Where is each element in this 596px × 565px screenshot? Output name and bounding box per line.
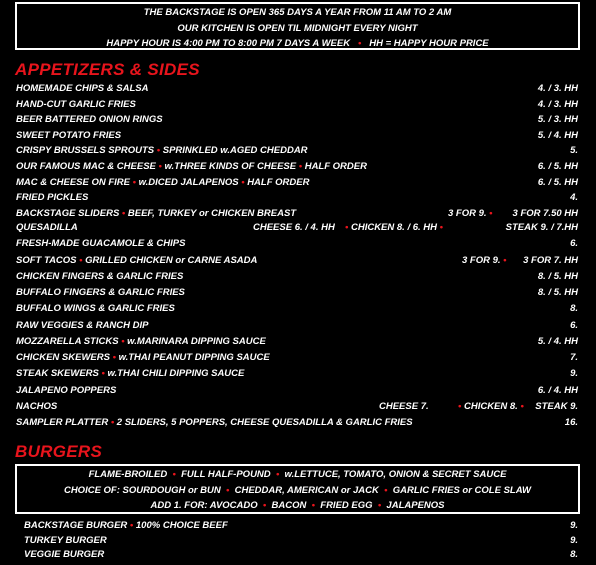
menu-item-row: [16, 98, 578, 112]
item-option: CHICKEN 8.: [463, 401, 518, 412]
item-description: [16, 160, 367, 174]
item-price: 9.: [570, 368, 578, 379]
item-description: [16, 351, 270, 365]
menu-item-row: [16, 221, 578, 235]
bullet-icon: •: [275, 469, 280, 480]
burger-options-box: [15, 464, 580, 514]
kitchen-line: OUR KITCHEN IS OPEN TIL MIDNIGHT EVERY NIGHT: [177, 22, 418, 34]
item-name: HOMEMADE CHIPS & SALSA: [16, 83, 149, 94]
menu-item-row: [16, 160, 578, 174]
item-detail: HALF ORDER: [247, 177, 310, 188]
item-option-group: [448, 207, 493, 221]
item-detail: w.MARINARA DIPPING SAUCE: [127, 336, 266, 347]
bullet-icon: •: [517, 401, 524, 412]
item-name: FRIED PICKLES: [16, 192, 89, 203]
item-price: 3 FOR 7. HH: [523, 255, 578, 266]
menu-item-row: [16, 82, 578, 96]
item-description: [16, 113, 163, 127]
burger-options-line: CHOICE OF: SOURDOUGH or BUN • CHEDDAR, AMERICAN or JACK • GARLIC FRIES or COLE SLAW: [63, 484, 532, 496]
item-description: [16, 221, 78, 235]
bullet-icon: •: [358, 38, 362, 49]
item-price: 6. / 5. HH: [537, 161, 578, 172]
bullet-icon: •: [311, 500, 315, 511]
bullet-icon: •: [108, 417, 117, 428]
item-name: BACKSTAGE BURGER: [24, 520, 128, 531]
bullet-icon: •: [238, 177, 248, 188]
item-option-group: [462, 254, 507, 268]
bullet-icon: •: [377, 500, 382, 511]
burger-options-line: ADD 1. FOR: AVOCADO • BACON • FRIED EGG • JALAPENOS: [150, 500, 445, 511]
item-description: [16, 129, 121, 143]
menu-item-row: [24, 534, 578, 548]
item-name: RAW VEGGIES & RANCH DIP: [16, 320, 149, 331]
bullet-icon: •: [127, 520, 136, 531]
menu-item-row: [16, 335, 578, 349]
item-option: CHICKEN 8. / 6. HH: [350, 222, 438, 233]
menu-item-row: [16, 302, 578, 316]
item-option: CHEESE 7.: [379, 401, 429, 412]
item-description: [24, 548, 104, 562]
happy-hour-line: HAPPY HOUR IS 4:00 PM TO 8:00 PM 7 DAYS A WEEK • HH = HAPPY HOUR PRICE: [106, 38, 489, 49]
menu-item-row: [24, 548, 578, 562]
item-name: MAC & CHEESE ON FIRE: [16, 177, 131, 188]
burgers-heading: BURGERS: [15, 442, 103, 461]
item-price: 5. / 4. HH: [537, 336, 578, 347]
item-description: [16, 191, 88, 205]
item-price: 7.: [570, 352, 578, 363]
bullet-icon: •: [486, 208, 493, 219]
item-name: VEGGIE BURGER: [24, 549, 105, 560]
item-price: 3 FOR 7.50 HH: [512, 208, 578, 219]
menu-item-row: [16, 191, 578, 205]
bullet-icon: •: [109, 352, 119, 363]
item-description: [16, 400, 57, 414]
item-name: NACHOS: [16, 401, 58, 412]
item-price: 5. / 3. HH: [537, 114, 578, 125]
hours-info-box: [15, 2, 580, 50]
item-price: 6.: [570, 320, 578, 331]
item-price: 4.: [570, 192, 578, 203]
item-price: 8.: [570, 303, 578, 314]
bullet-icon: •: [155, 161, 165, 172]
item-description: [16, 367, 244, 381]
item-description: [16, 82, 148, 96]
menu-item-row: [16, 176, 578, 190]
item-option: CHEESE 6. / 4. HH: [253, 222, 335, 233]
item-description: [16, 319, 149, 333]
item-detail: HALF ORDER: [304, 161, 367, 172]
item-name: OUR FAMOUS MAC & CHEESE: [16, 161, 156, 172]
menu-item-row: [16, 400, 578, 414]
menu-item-row: [16, 113, 578, 127]
item-name: BUFFALO FINGERS & GARLIC FRIES: [16, 287, 185, 298]
item-name: SWEET POTATO FRIES: [16, 130, 122, 141]
bullet-icon: •: [154, 145, 163, 156]
item-name: SAMPLER PLATTER: [16, 417, 109, 428]
item-description: [16, 98, 136, 112]
bullet-icon: •: [172, 469, 176, 480]
item-price: 9.: [570, 535, 578, 546]
menu-item-row: [24, 519, 578, 533]
item-name: HAND-CUT GARLIC FRIES: [16, 99, 136, 110]
item-price: 6. / 4. HH: [537, 385, 578, 396]
item-detail: 2 SLIDERS, 5 POPPERS, CHEESE QUESADILLA & GARLIC FRIES: [116, 417, 413, 428]
item-price: 5.: [570, 145, 578, 156]
bullet-icon: •: [384, 484, 388, 496]
menu-item-row: [16, 319, 578, 333]
item-description: [16, 335, 266, 349]
item-detail: BEEF, TURKEY or CHICKEN BREAST: [127, 208, 297, 219]
item-price: 3 FOR 9.: [448, 208, 487, 219]
item-price: 6.: [570, 238, 578, 249]
item-price: 3 FOR 9.: [462, 255, 501, 266]
item-description: [16, 384, 116, 398]
item-description: [24, 519, 228, 533]
item-detail: 100% CHOICE BEEF: [135, 520, 228, 531]
item-detail: w.THREE KINDS OF CHEESE: [164, 161, 297, 172]
item-name: BEER BATTERED ONION RINGS: [16, 114, 163, 125]
menu-item-row: [16, 129, 578, 143]
bullet-icon: •: [225, 484, 230, 496]
burger-options-line: FLAME-BROILED • FULL HALF-POUND • w.LETTUCE, TOMATO, ONION & SECRET SAUCE: [88, 469, 507, 480]
item-description: [16, 286, 185, 300]
item-detail: w.DICED JALAPENOS: [138, 177, 239, 188]
item-price: 6. / 5. HH: [537, 177, 578, 188]
item-price: STEAK 9. / 7.HH: [505, 222, 578, 233]
item-name: CHICKEN SKEWERS: [16, 352, 110, 363]
item-price: 16.: [564, 417, 578, 428]
menu-item-row: [16, 144, 578, 158]
item-price: 8. / 5. HH: [537, 271, 578, 282]
item-name: BUFFALO WINGS & GARLIC FRIES: [16, 303, 175, 314]
menu-item-row: [16, 416, 578, 430]
bullet-icon: •: [437, 222, 443, 233]
item-price: 9.: [570, 520, 578, 531]
item-name: MOZZARELLA STICKS: [16, 336, 119, 347]
item-option-group: [458, 400, 524, 414]
item-description: [16, 207, 296, 221]
item-description: [16, 302, 175, 316]
menu-item-row: [16, 384, 578, 398]
item-detail: w.THAI PEANUT DIPPING SAUCE: [118, 352, 270, 363]
item-description: [16, 270, 183, 284]
item-description: [16, 416, 413, 430]
item-name: TURKEY BURGER: [24, 535, 107, 546]
bullet-icon: •: [130, 177, 139, 188]
menu-item-row: [16, 270, 578, 284]
item-description: [16, 176, 309, 190]
item-name: QUESADILLA: [16, 222, 78, 233]
item-price: 8.: [570, 549, 578, 560]
bullet-icon: •: [262, 500, 267, 511]
item-name: STEAK SKEWERS: [16, 368, 99, 379]
item-price: STEAK 9.: [535, 401, 578, 412]
item-detail: GRILLED CHICKEN or CARNE ASADA: [85, 255, 258, 266]
bullet-icon: •: [296, 161, 305, 172]
bullet-icon: •: [345, 222, 351, 233]
item-name: FRESH-MADE GUACAMOLE & CHIPS: [16, 238, 186, 249]
item-description: [16, 237, 185, 251]
item-description: [24, 534, 107, 548]
item-option-group: [345, 221, 443, 235]
item-name: CRISPY BRUSSELS SPROUTS: [16, 145, 155, 156]
menu-item-row: [16, 254, 578, 268]
bullet-icon: •: [119, 208, 128, 219]
item-price: 5. / 4. HH: [537, 130, 578, 141]
menu-item-row: [16, 351, 578, 365]
item-name: CHICKEN FINGERS & GARLIC FRIES: [16, 271, 184, 282]
bullet-icon: •: [118, 336, 128, 347]
item-detail: w.THAI CHILI DIPPING SAUCE: [107, 368, 245, 379]
appetizers-heading: APPETIZERS & SIDES: [15, 60, 200, 79]
item-price: 4. / 3. HH: [537, 99, 578, 110]
bullet-icon: •: [76, 255, 86, 266]
item-description: [16, 254, 257, 268]
menu-item-row: [16, 367, 578, 381]
item-description: [16, 144, 308, 158]
item-name: SOFT TACOS: [16, 255, 77, 266]
menu-item-row: [16, 286, 578, 300]
item-price: 4. / 3. HH: [537, 83, 578, 94]
bullet-icon: •: [98, 368, 108, 379]
bullet-icon: •: [500, 255, 507, 266]
item-detail: SPRINKLED w.AGED CHEDDAR: [162, 145, 308, 156]
item-name: JALAPENO POPPERS: [16, 385, 117, 396]
menu-item-row: [16, 237, 578, 251]
menu-item-row: [16, 207, 578, 221]
hours-line: THE BACKSTAGE IS OPEN 365 DAYS A YEAR FROM 11 AM TO 2 AM: [143, 7, 452, 18]
item-price: 8. / 5. HH: [537, 287, 578, 298]
bullet-icon: •: [458, 401, 464, 412]
item-name: BACKSTAGE SLIDERS: [16, 208, 120, 219]
